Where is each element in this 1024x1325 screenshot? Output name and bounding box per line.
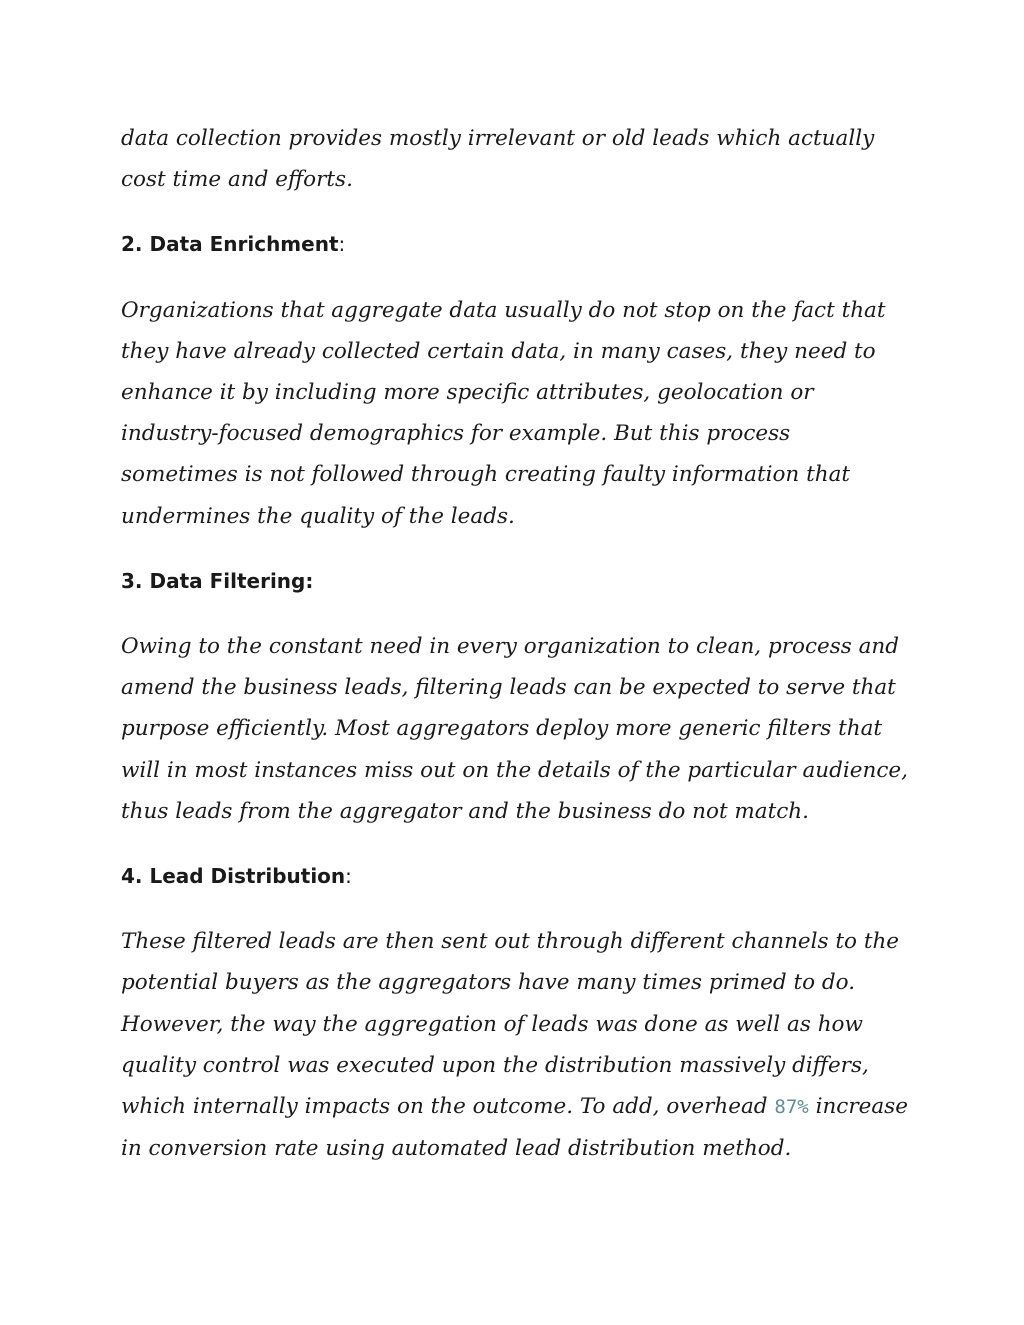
heading-colon: : xyxy=(305,568,314,593)
paragraph-text-after-link: increase in conversion rate using automated lead distribution method. xyxy=(121,1094,908,1162)
statistic-link[interactable]: 87% xyxy=(774,1096,809,1119)
section-heading-data-filtering xyxy=(121,561,911,602)
paragraph-data-enrichment: Organizations that aggregate data usually do not stop on the fact that they have already collected certain data, in many cases, they need to enhance it by including more specific attributes, geolocation or industry-focused demographics for example. But this process sometimes is not followed through creating faulty information that undermines the quality of the leads. xyxy=(121,297,886,529)
paragraph-data-filtering: Owing to the constant need in every organization to clean, process and amend the business leads, filtering leads can be expected to serve that purpose efficiently. Most aggregators deploy more generic filters that will in most instances miss out on the details of the particular audience, thus leads from the aggregator and the business do not match. xyxy=(121,634,908,824)
heading-colon: : xyxy=(338,232,346,257)
document-page xyxy=(121,118,911,1193)
section-heading-lead-distribution xyxy=(121,856,911,897)
paragraph-text-before-link: These filtered leads are then sent out through different channels to the potential buyers as the aggregators have many times primed to do. However, the way the aggregation of leads was done as well as how quality control was executed upon the distribution massively differs, which internally impacts on the outcome. To add, overhead xyxy=(121,929,900,1120)
heading-colon: : xyxy=(345,864,352,889)
heading-text: 4. Lead Distribution xyxy=(121,864,346,889)
heading-text: 3. Data Filtering xyxy=(121,568,306,593)
section-heading-data-enrichment xyxy=(121,224,911,265)
heading-text: 2. Data Enrichment xyxy=(121,232,339,257)
intro-paragraph: data collection provides mostly irrelevant or old leads which actually cost time and efforts. xyxy=(121,126,875,193)
paragraph-lead-distribution xyxy=(121,921,911,1169)
